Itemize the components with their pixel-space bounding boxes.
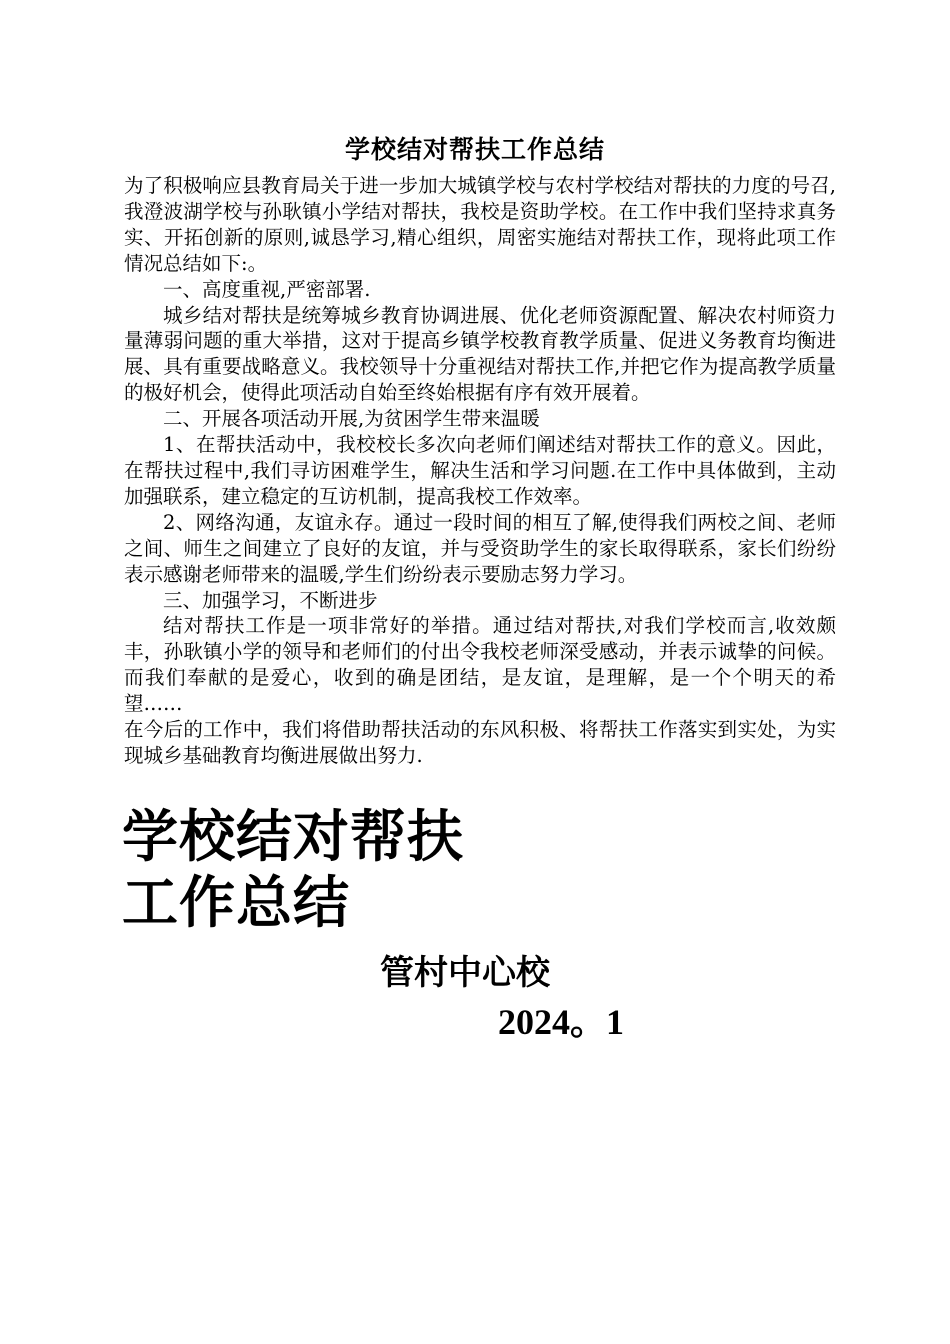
paragraph-conclusion: 在今后的工作中，我们将借助帮扶活动的东风积极、将帮扶工作落实到实处，为实现城乡基础教育均衡进展做出努力. <box>124 718 836 767</box>
section-heading-1: 一、高度重视,严密部署. <box>163 277 371 301</box>
cover-date: 2024。1 <box>498 1002 625 1042</box>
paragraph-section-2-item-1: 1、在帮扶活动中，我校校长多次向老师们阐述结对帮扶工作的意义。因此，在帮扶过程中,我们寻访困难学生，解决生活和学习问题.在工作中具体做到，主动加强联系，建立稳定的互访机制，提高我校工作效率。 <box>124 433 836 508</box>
section-heading-3: 三、加强学习，不断进步 <box>163 588 378 612</box>
document-title: 学校结对帮扶工作总结 <box>344 135 605 164</box>
paragraph-intro: 为了积极响应县教育局关于进一步加大城镇学校与农村学校结对帮扶的力度的号召,我澄波湖学校与孙耿镇小学结对帮扶，我校是资助学校。在工作中我们坚持求真务实、开拓创新的原则,诚恳学习,精心组织，周密实施结对帮扶工作，现将此项工作情况总结如下:。 <box>124 174 836 275</box>
cover-title <box>122 805 464 937</box>
section-heading-2: 二、开展各项活动开展,为贫困学生带来温暖 <box>163 407 540 431</box>
paragraph-section-2-item-2: 2、网络沟通，友谊永存。通过一段时间的相互了解,使得我们两校之间、老师之间、师生之间建立了良好的友谊，并与受资助学生的家长取得联系，家长们纷纷表示感谢老师带来的温暖,学生们纷纷表示要励志努力学习。 <box>124 510 836 586</box>
cover-title-line-1: 学校结对帮扶 <box>122 805 464 870</box>
paragraph-section-1: 城乡结对帮扶是统筹城乡教育协调进展、优化老师资源配置、解决农村师资力量薄弱问题的重大举措，这对于提高乡镇学校教育教学质量、促进义务教育均衡进展、具有重要战略意义。我校领导十分重视结对帮扶工作,并把它作为提高教学质量的极好机会，使得此项活动自始至终始根据有序有效开展着。 <box>124 303 836 405</box>
cover-title-line-2: 工作总结 <box>122 871 350 936</box>
document-body <box>124 173 836 769</box>
cover-school-name: 管村中心校 <box>380 953 550 993</box>
paragraph-section-3: 结对帮扶工作是一项非常好的举措。通过结对帮扶,对我们学校而言,收效颇丰，孙耿镇小学的领导和老师们的付出令我校老师深受感动，并表示诚挚的问候。而我们奉献的是爱心，收到的确是团结，是友谊，是理解，是一个个明天的希望…… <box>124 614 836 716</box>
